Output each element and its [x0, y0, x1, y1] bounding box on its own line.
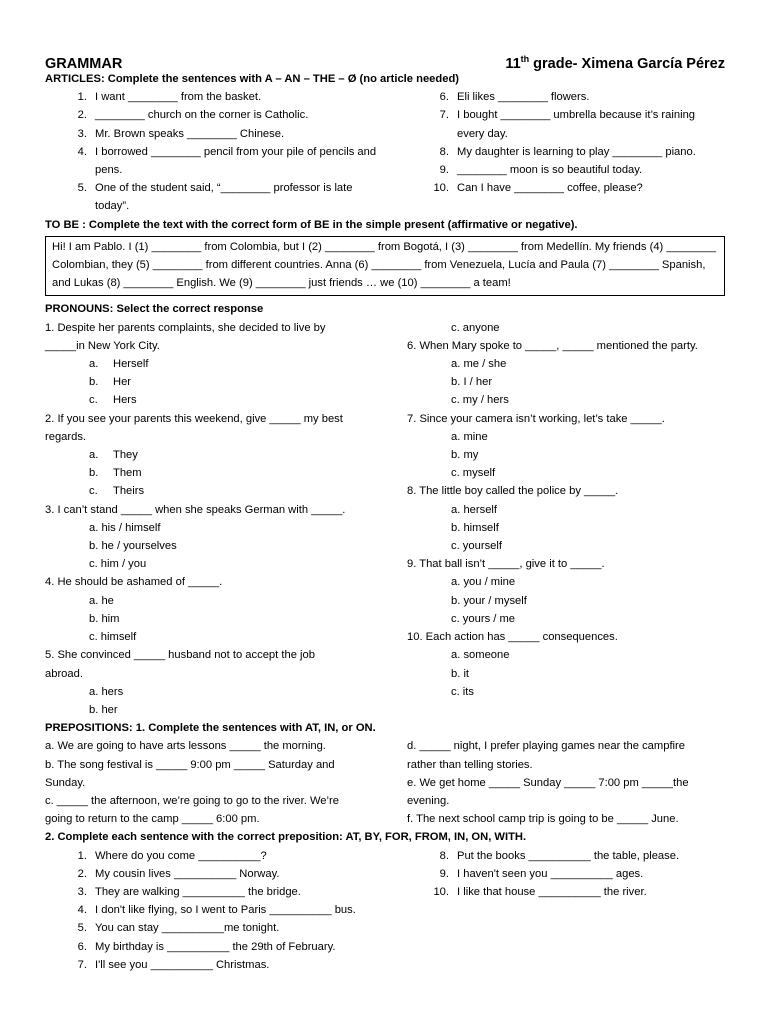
numbered-item	[407, 847, 725, 865]
prepositions-part1	[45, 737, 725, 828]
numbered-item	[407, 865, 725, 883]
item-number: 9.	[439, 164, 449, 177]
question-text: 1. Despite her parents complaints, she decided to live by	[45, 321, 326, 334]
item-number: 3.	[77, 127, 87, 140]
sentence-line: going to return to the camp _____ 6:00 pm.	[45, 813, 260, 826]
item-text: I like that house __________ the river.	[457, 885, 647, 898]
articles-title: ARTICLES: Complete the sentences with A – AN – THE – Ø (no article needed)	[45, 73, 460, 85]
answer-option: a. you / mine	[451, 576, 516, 589]
answer-option: b. Her	[89, 376, 132, 389]
numbered-item	[45, 919, 407, 937]
answer-option: b. Them	[89, 467, 142, 480]
answer-option: c. Hers	[89, 394, 137, 407]
item-number: 10.	[433, 885, 449, 898]
prepositions-title: PREPOSITIONS: 1. Complete the sentences with AT, IN, or ON.	[45, 722, 376, 735]
question-text: regards.	[45, 430, 87, 443]
tobe-line: Colombian, they (5) ________ from different countries. Anna (6) ________ from Venezuela, Lucía and Paula (7) ________ Spanish,	[52, 259, 706, 272]
item-text: They are walking __________ the bridge.	[95, 885, 301, 898]
item-text: I borrowed ________ pencil from your pile of pencils and pens.	[95, 145, 377, 177]
prepositions-part2-title: 2. Complete each sentence with the correct preposition: AT, BY, FOR, FROM, IN, ON, WITH.	[45, 831, 527, 844]
item-number: 6.	[439, 91, 449, 104]
item-text: My birthday is __________ the 29th of February.	[95, 940, 336, 953]
answer-option: a. herself	[451, 503, 498, 516]
tobe-line: Hi! I am Pablo. I (1) ________ from Colombia, but I (2) ________ from Bogotá, I (3) ________ from Medellín. My friends (4) ________	[52, 240, 717, 253]
grade-number: 11	[505, 55, 521, 72]
answer-option: b. I / her	[451, 376, 493, 389]
numbered-item	[407, 143, 725, 161]
numbered-item	[45, 956, 407, 974]
answer-option: c. its	[451, 685, 474, 698]
answer-option: a. Herself	[89, 358, 149, 371]
item-number: 8.	[439, 145, 449, 158]
numbered-item	[45, 938, 407, 956]
item-text: My cousin lives __________ Norway.	[95, 867, 280, 880]
numbered-item	[407, 179, 725, 197]
question-text: 3. I can’t stand _____ when she speaks German with _____.	[45, 503, 346, 516]
numbered-item	[45, 125, 407, 143]
item-text: ________ church on the corner is Catholic.	[95, 109, 309, 122]
sentence-line: c. _____ the afternoon, we’re going to go to the river. We’re	[45, 794, 339, 807]
answer-option: a. They	[89, 449, 138, 462]
student-name: grade- Ximena García Pérez	[529, 55, 725, 72]
item-number: 8.	[439, 849, 449, 862]
answer-option: c. anyone	[451, 321, 500, 334]
numbered-item	[45, 106, 407, 124]
answer-option: a. someone	[451, 649, 510, 662]
pronouns-section	[45, 319, 725, 719]
item-number: 4.	[77, 904, 87, 917]
question-text: 10. Each action has _____ consequences.	[407, 631, 618, 644]
answer-option: c. Theirs	[89, 485, 145, 498]
item-text: Mr. Brown speaks ________ Chinese.	[95, 127, 285, 140]
answer-option: b. my	[451, 449, 479, 462]
item-number: 7.	[439, 109, 449, 122]
answer-option: a. me / she	[451, 358, 507, 371]
numbered-item	[407, 88, 725, 106]
articles-right-column	[407, 88, 725, 215]
numbered-item	[407, 106, 725, 142]
tobe-title: TO BE : Complete the text with the correct form of BE in the simple present (affirmative or negative).	[45, 218, 578, 231]
numbered-item	[45, 179, 407, 215]
prepositions-part2	[45, 847, 725, 974]
answer-option: a. mine	[451, 430, 488, 443]
item-text: I bought ________ umbrella because it’s raining every day.	[457, 109, 696, 140]
sentence-line: evening.	[407, 794, 450, 807]
tobe-text-box	[45, 236, 725, 297]
pronouns-title: PRONOUNS: Select the correct response	[45, 303, 264, 316]
item-text: Put the books __________ the table, please.	[457, 849, 680, 862]
sentence-line: rather than telling stories.	[407, 758, 533, 771]
item-text: My daughter is learning to play ________ piano.	[457, 145, 696, 158]
answer-option: c. him / you	[89, 558, 147, 571]
question-text: 7. Since your camera isn’t working, let’s take _____.	[407, 412, 665, 425]
item-text: ________ moon is so beautiful today.	[457, 164, 643, 177]
question-text: 2. If you see your parents this weekend, give _____ my best	[45, 412, 343, 425]
answer-option: a. his / himself	[89, 521, 161, 534]
prepositions-list-right	[407, 847, 725, 974]
item-number: 3.	[77, 885, 87, 898]
item-text: I haven't seen you __________ ages.	[457, 867, 644, 880]
numbered-item	[45, 847, 407, 865]
tobe-line: and Lukas (8) ________ English. We (9) ________ just friends … we (10) ________ a team!	[52, 277, 511, 290]
answer-option: c. myself	[451, 467, 496, 480]
pronouns-right-column	[407, 319, 725, 719]
answer-option: b. he / yourselves	[89, 540, 177, 553]
answer-option: c. himself	[89, 631, 137, 644]
item-number: 2.	[77, 109, 87, 122]
question-text: 4. He should be ashamed of _____.	[45, 576, 223, 589]
numbered-item	[45, 88, 407, 106]
numbered-item	[45, 883, 407, 901]
item-text: I'll see you __________ Christmas.	[95, 958, 270, 971]
item-number: 7.	[77, 958, 87, 971]
question-text: abroad.	[45, 667, 83, 680]
sentence-line: b. The song festival is _____ 9:00 pm _____ Saturday and	[45, 758, 335, 771]
item-number: 9.	[439, 867, 449, 880]
answer-option: c. yourself	[451, 540, 502, 553]
question-text: 8. The little boy called the police by _____.	[407, 485, 619, 498]
answer-option: b. your / myself	[451, 594, 527, 607]
answer-option: b. her	[89, 703, 118, 716]
student-info	[505, 50, 725, 73]
page-title: GRAMMAR	[45, 55, 123, 72]
page-header	[45, 50, 725, 70]
item-number: 1.	[77, 91, 87, 104]
item-text: I want ________ from the basket.	[95, 91, 262, 104]
question-text: _____in New York City.	[45, 339, 160, 352]
worksheet-page	[45, 50, 725, 974]
answer-option: b. him	[89, 612, 120, 625]
item-text: One of the student said, “________ professor is late today”.	[95, 182, 353, 213]
numbered-item	[45, 901, 407, 919]
sentence-line: Sunday.	[45, 776, 86, 789]
item-number: 2.	[77, 867, 87, 880]
item-number: 6.	[77, 940, 87, 953]
articles-left-column	[45, 88, 407, 215]
item-number: 5.	[77, 182, 87, 195]
item-text: You can stay __________me tonight.	[95, 922, 280, 935]
answer-option: a. hers	[89, 685, 124, 698]
pronouns-left-column	[45, 319, 407, 719]
item-text: Where do you come __________?	[95, 849, 267, 862]
numbered-item	[407, 883, 725, 901]
item-text: Can I have ________ coffee, please?	[457, 182, 643, 195]
item-number: 4.	[77, 145, 87, 158]
question-text: 6. When Mary spoke to _____, _____ mentioned the party.	[407, 339, 698, 352]
sentence-line: f. The next school camp trip is going to be _____ June.	[407, 813, 679, 826]
item-number: 5.	[77, 922, 87, 935]
prepositions-list-left	[45, 847, 407, 974]
prepositions-right-column	[407, 737, 725, 828]
answer-option: c. yours / me	[451, 612, 516, 625]
question-text: 9. That ball isn’t _____, give it to _____.	[407, 558, 605, 571]
item-number: 10.	[433, 182, 449, 195]
question-text: 5. She convinced _____ husband not to accept the job	[45, 649, 315, 662]
item-text: Eli likes ________ flowers.	[457, 91, 590, 104]
answer-option: b. himself	[451, 521, 499, 534]
numbered-item	[45, 143, 407, 179]
answer-option: a. he	[89, 594, 114, 607]
sentence-line: a. We are going to have arts lessons _____ the morning.	[45, 740, 326, 753]
sentence-line: d. _____ night, I prefer playing games near the campfire	[407, 740, 685, 753]
grade-suffix: th	[520, 54, 530, 64]
articles-section	[45, 88, 725, 215]
item-text: I don't like flying, so I went to Paris __________ bus.	[95, 904, 356, 917]
answer-option: c. my / hers	[451, 394, 509, 407]
sentence-line: e. We get home _____ Sunday _____ 7:00 pm _____the	[407, 776, 689, 789]
prepositions-left-column	[45, 737, 407, 828]
answer-option: b. it	[451, 667, 470, 680]
item-number: 1.	[77, 849, 87, 862]
numbered-item	[407, 161, 725, 179]
numbered-item	[45, 865, 407, 883]
